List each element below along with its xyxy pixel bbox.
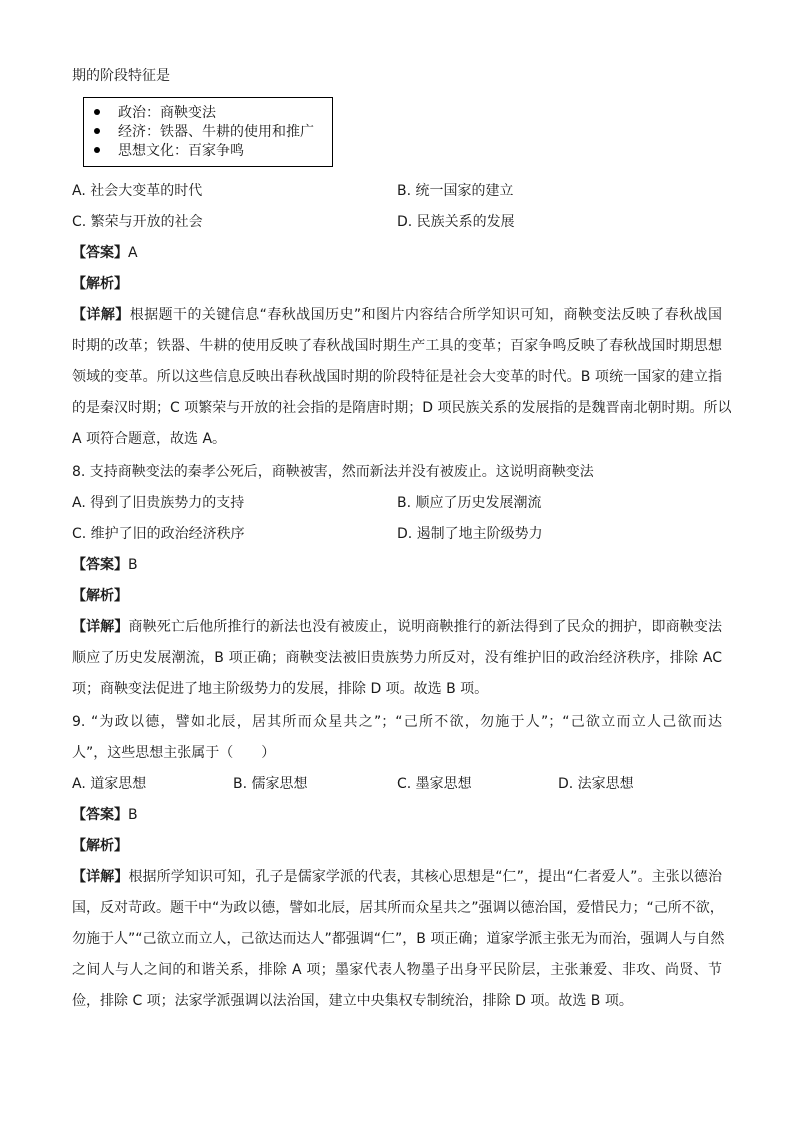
q8-analysis-heading: 【解析】: [72, 588, 128, 604]
q9-stem-line: 人”，这些思想主张属于（ ）: [72, 745, 276, 761]
q8-option-a: A. 得到了旧贵族势力的支持: [72, 495, 245, 511]
info-box: [83, 97, 333, 167]
info-box-item: 思想文化：百家争鸣: [94, 142, 244, 160]
q7-option-d: D. 民族关系的发展: [397, 214, 515, 230]
q7-detail-line: 领域的变革。所以这些信息反映出春秋战国时期的阶段特征是社会大变革的时代。B 项统一国家的建立指: [72, 369, 722, 385]
q9-detail-line: 国，反对苛政。题干中“为政以德，譬如北辰，居其所而众星共之”强调以德治国，爱惜民力；“己所不欲，: [72, 900, 724, 916]
info-box-item: 政治：商鞅变法: [94, 104, 216, 122]
q9-option-b: B. 儒家思想: [233, 776, 308, 792]
q9-option-c: C. 墨家思想: [397, 776, 472, 792]
q9-option-d: D. 法家思想: [558, 776, 634, 792]
q8-option-b: B. 顺应了历史发展潮流: [397, 495, 542, 511]
info-box-item: 经济：铁器、牛耕的使用和推广: [94, 123, 314, 141]
q7-option-b: B. 统一国家的建立: [397, 183, 514, 199]
q9-analysis-heading: 【解析】: [72, 838, 128, 854]
q7-option-a: A. 社会大变革的时代: [72, 183, 203, 199]
q9-detail-line: 俭，排除 C 项；法家学派强调以法治国，建立中央集权专制统治，排除 D 项。故选 B 项。: [72, 993, 633, 1009]
bullet-icon: [94, 128, 100, 134]
q9-answer: 【答案】B: [72, 807, 138, 823]
q7-detail-line: 的是秦汉时期；C 项繁荣与开放的社会指的是隋唐时期；D 项民族关系的发展指的是魏晋南北朝时期。所以: [72, 400, 732, 416]
bullet-icon: [94, 147, 100, 153]
q9-detail-line: 【详解】根据所学知识可知，孔子是儒家学派的代表，其核心思想是“仁”，提出“仁者爱人”。主张以德治: [72, 869, 723, 885]
question-7-stem-tail: 期的阶段特征是: [72, 68, 170, 84]
q9-detail-line: 勿施于人”“己欲立而立人，己欲达而达人”都强调“仁”，B 项正确；道家学派主张无为而治，强调人与自然: [72, 931, 725, 947]
q8-answer: 【答案】B: [72, 557, 138, 573]
q7-answer: 【答案】A: [72, 245, 138, 261]
bullet-icon: [94, 109, 100, 115]
q8-detail-line: 项；商鞅变法促进了地主阶级势力的发展，排除 D 项。故选 B 项。: [72, 681, 489, 697]
q8-detail-line: 【详解】商鞅死亡后他所推行的新法也没有被废止，说明商鞅推行的新法得到了民众的拥护，即商鞅变法: [72, 619, 723, 635]
q7-detail-line: 【详解】根据题干的关键信息“春秋战国历史”和图片内容结合所学知识可知，商鞅变法反映了春秋战国: [72, 307, 722, 323]
q9-detail-line: 之间人与人之间的和谐关系，排除 A 项；墨家代表人物墨子出身平民阶层，主张兼爱、非攻、尚贤、节: [72, 962, 722, 978]
q9-option-a: A. 道家思想: [72, 776, 147, 792]
q9-stem-line: 9. “为政以德，譬如北辰，居其所而众星共之”；“己所不欲，勿施于人”；“己欲立而立人己欲而达: [72, 714, 722, 730]
q7-analysis-heading: 【解析】: [72, 276, 128, 292]
q7-detail-line: 时期的改革；铁器、牛耕的使用反映了春秋战国时期生产工具的变革；百家争鸣反映了春秋战国时期思想: [72, 338, 722, 354]
q7-detail-line: A 项符合题意，故选 A。: [72, 431, 227, 447]
q8-option-c: C. 维护了旧的政治经济秩序: [72, 526, 245, 542]
q7-option-c: C. 繁荣与开放的社会: [72, 214, 203, 230]
q8-stem: 8. 支持商鞅变法的秦孝公死后，商鞅被害，然而新法并没有被废止。这说明商鞅变法: [72, 464, 594, 480]
q8-option-d: D. 遏制了地主阶级势力: [397, 526, 543, 542]
q8-detail-line: 顺应了历史发展潮流，B 项正确；商鞅变法被旧贵族势力所反对，没有维护旧的政治经济秩序，排除 AC: [72, 650, 722, 666]
